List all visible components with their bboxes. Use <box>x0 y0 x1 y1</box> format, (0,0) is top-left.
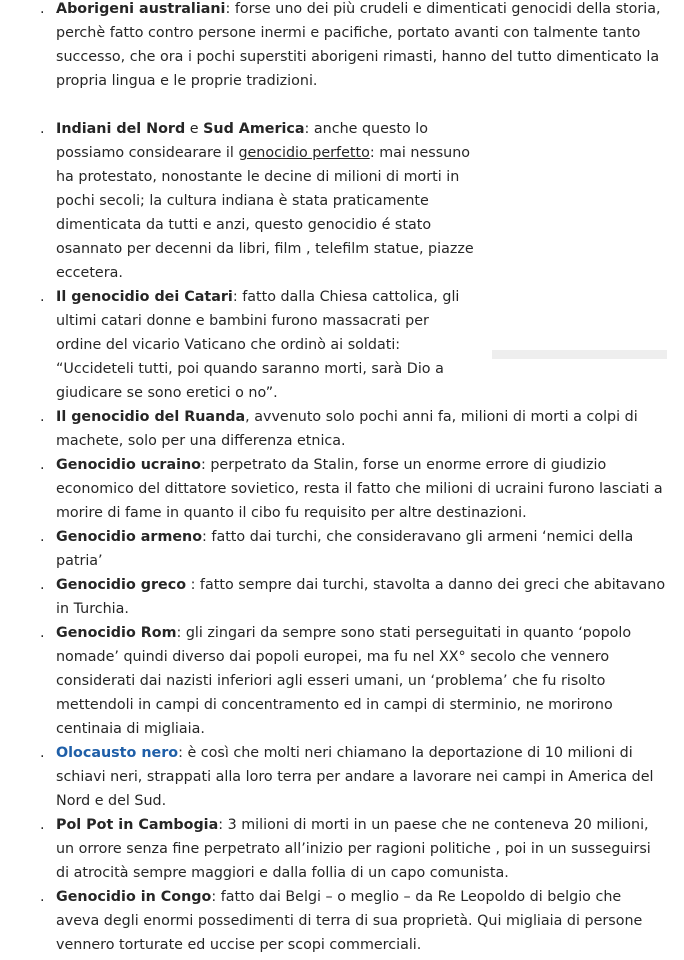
list-item-catari <box>0 285 466 405</box>
bullet: . <box>40 289 45 305</box>
list-item-rom <box>0 621 668 741</box>
bullet: . <box>40 457 45 473</box>
item-title: Il genocidio dei Catari <box>56 289 233 305</box>
item-text: : fatto dai Belgi – o meglio – da Re Leopoldo di belgio che aveva degli enormi possedimenti di terra di sua proprietà. Qui migliaia di persone vennero torturate ed uccise per scopi commerciali. <box>56 889 643 953</box>
list-item-armeno <box>0 525 668 573</box>
item-text: : 3 milioni di morti in un paese che ne conteneva 20 milioni, un orrore senza fine perpetrato all’inizio per ragioni politiche , poi in un susseguirsi di atrocità sempre maggiori e dalla follia di un capo comunista. <box>56 817 651 881</box>
bullet: . <box>40 1 45 17</box>
bullet: . <box>40 121 45 137</box>
grey-divider <box>492 350 667 359</box>
item-title: Pol Pot in Cambogia <box>56 817 219 833</box>
item-title: Genocidio armeno <box>56 529 203 545</box>
bullet: . <box>40 529 45 545</box>
item-title: Il genocidio del Ruanda <box>56 409 246 425</box>
bullet: . <box>40 745 45 761</box>
olocausto-nero-link[interactable]: Olocausto nero <box>56 745 179 761</box>
item-text: : mai nessuno ha protestato, nonostante le decine di milioni di morti in pochi secoli; la cultura indiana è stata praticamente dimenticata da tutti e anzi, questo genocidio é stato osannato per decenni da libri, film , telefilm statue, piazze eccetera. <box>56 145 474 281</box>
item-text: : fatto dai turchi, che consideravano gli armeni ‘nemici della patria’ <box>56 529 634 569</box>
spacer <box>0 93 684 117</box>
bullet: . <box>40 409 45 425</box>
bullet: . <box>40 625 45 641</box>
item-text: , avvenuto solo pochi anni fa, milioni di morti a colpi di machete, solo per una differenza etnica. <box>56 409 638 449</box>
item-title: Genocidio greco <box>56 577 187 593</box>
list-item-congo <box>0 885 668 957</box>
genocidio-perfetto-link[interactable]: genocidio perfetto <box>238 145 370 161</box>
item-title: Genocidio ucraino <box>56 457 201 473</box>
item-text: : è così che molti neri chiamano la deportazione di 10 milioni di schiavi neri, strappati alla loro terra per andare a lavorare nei campi in America del Nord e del Sud. <box>56 745 654 809</box>
list-item-greco <box>0 573 668 621</box>
item-title: Indiani del Nord <box>56 121 186 137</box>
bullet: . <box>40 577 45 593</box>
list-item-aborigeni <box>0 0 668 93</box>
item-title: Genocidio in Congo <box>56 889 212 905</box>
list-item-olocausto-nero <box>0 741 668 813</box>
item-text: : anche questo lo possiamo considearare il <box>56 121 428 161</box>
item-title-2: Sud America <box>203 121 305 137</box>
list-item-indiani <box>0 117 476 285</box>
item-text: : fatto sempre dai turchi, stavolta a danno dei greci che abitavano in Turchia. <box>56 577 666 617</box>
list-item-ruanda <box>0 405 668 453</box>
list-item-cambogia <box>0 813 668 885</box>
item-text: : gli zingari da sempre sono stati perseguitati in quanto ‘popolo nomade’ quindi diverso dai popoli europei, ma fu nel XX° secolo che vennero considerati dai nazisti inferiori agli esseri umani, un ‘problema’ che fu risolto mettendoli in campi di concentramento ed in campi di sterminio, ne morirono centinaia di migliaia. <box>56 625 632 737</box>
item-text: : forse uno dei più crudeli e dimenticati genocidi della storia, perchè fatto contro persone inermi e pacifiche, portato avanti con talmente tanto successo, che ora i pochi superstiti aborigeni rimasti, hanno del tutto dimenticato la propria lingua e le proprie tradizioni. <box>56 1 661 89</box>
list-item-ucraino <box>0 453 668 525</box>
bullet: . <box>40 817 45 833</box>
item-text: : perpetrato da Stalin, forse un enorme errore di giudizio economico del dittatore sovietico, resta il fatto che milioni di ucraini furono lasciati a morire di fame in quanto il cibo fu requisito per altre destinazioni. <box>56 457 663 521</box>
item-text: e <box>185 121 204 137</box>
item-text: : fatto dalla Chiesa cattolica, gli ultimi catari donne e bambini furono massacrati per ordine del vicario Vaticano che ordinò ai soldati: “Uccideteli tutti, poi quando saranno morti, sarà Dio a giudicare se sono eretici o no”. <box>56 289 460 401</box>
item-title: Aborigeni australiani <box>56 1 226 17</box>
item-title: Genocidio Rom <box>56 625 177 641</box>
bullet: . <box>40 889 45 905</box>
